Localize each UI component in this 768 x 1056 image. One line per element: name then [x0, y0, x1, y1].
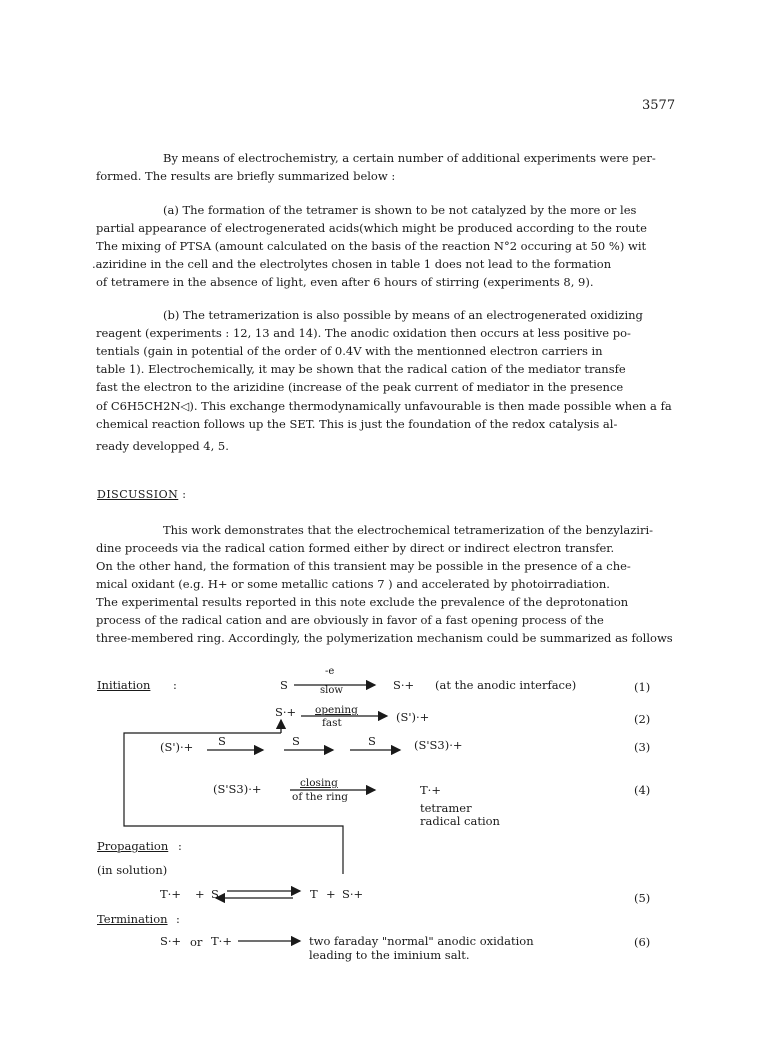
para-a-line-4: .aziridine in the cell and the electrolytes chosen in table 1 does not lead to the formation	[92, 257, 612, 271]
Sprime-radical-cation-3: (S')·+	[160, 740, 194, 754]
page-number: 3577	[642, 98, 676, 113]
T-radical-cation-6: T·+	[211, 934, 232, 948]
S-radical-cation-5: S·+	[342, 887, 364, 901]
discussion-line-5: The experimental results reported in this note exclude the prevalence of the deprotonation	[96, 595, 629, 609]
T-radical-cation: T·+	[420, 783, 441, 797]
S-radical-cation-6: S·+	[160, 934, 182, 948]
discussion-line-3: On the other hand, the formation of this transient may be possible in the presence of a che-	[96, 559, 631, 573]
eq-number-6: (6)	[634, 935, 651, 949]
propagation-label: Propagation	[97, 839, 169, 853]
para-b-line-2: reagent (experiments : 12, 13 and 14). The anodic oxidation then occurs at less positive po-	[96, 326, 631, 340]
radical-cation-label: radical cation	[420, 814, 500, 828]
para-b-line-8: ready developped 4, 5.	[96, 439, 229, 453]
T-5: T	[310, 887, 318, 901]
intro-line-1: By means of electrochemistry, a certain number of additional experiments were per-	[163, 151, 656, 165]
eq-number-3: (3)	[634, 740, 651, 754]
Sprime-radical-cation: (S')·+	[396, 710, 430, 724]
SprimeS3-radical-cation: (S'S3)·+	[414, 738, 463, 752]
para-b-line-3: tentials (gain in potential of the order of 0.4V with the mentionned electron carriers in	[96, 344, 603, 358]
closing-label: closing	[300, 777, 338, 789]
para-a-line-3: The mixing of PTSA (amount calculated on the basis of the reaction N°2 occuring at 50 %) wit	[96, 239, 647, 253]
termination-label: Termination	[97, 912, 168, 926]
S-radical-cation-2: S·+	[275, 705, 297, 719]
discussion-line-7: three-membered ring. Accordingly, the polymerization mechanism could be summarized as follows	[96, 631, 673, 645]
initiation-label: Initiation	[97, 678, 151, 692]
para-a-line-5: of tetramere in the absence of light, even after 6 hours of stirring (experiments 8, 9).	[96, 275, 594, 289]
discussion-line-6: process of the radical cation and are obviously in favor of a fast opening process of the	[96, 613, 604, 627]
discussion-line-2: dine proceeds via the radical cation formed either by direct or indirect electron transfer.	[96, 541, 615, 555]
discussion-heading-colon: :	[178, 488, 187, 501]
reactant-S: S	[280, 678, 288, 692]
para-a-line-2: partial appearance of electrogenerated acids(which might be produced according to the route	[96, 221, 647, 235]
of-the-ring-label: of the ring	[292, 791, 348, 803]
discussion-line-4: mical oxidant (e.g. H+ or some metallic cations 7 ) and accelerated by photoirradiation.	[96, 577, 610, 591]
minus-e-label: -e	[325, 666, 335, 677]
slow-label: slow	[320, 685, 343, 696]
in-solution-label: (in solution)	[97, 863, 168, 877]
eq-number-4: (4)	[634, 783, 651, 797]
S-over-arrow-2: S	[292, 734, 300, 748]
termination-colon: :	[176, 912, 180, 926]
para-b-line-5: fast the electron to the arizidine (increase of the peak current of mediator in the presence	[96, 380, 624, 394]
para-a-line-1: (a) The formation of the tetramer is shown to be not catalyzed by the more or les	[163, 203, 637, 217]
para-b-line-7: chemical reaction follows up the SET. This is just the foundation of the redox catalysis al-	[96, 417, 618, 431]
or-label: or	[190, 935, 203, 949]
eq-number-1: (1)	[634, 680, 651, 694]
plus-5a: +	[195, 887, 205, 901]
two-faraday-text: two faraday "normal" anodic oxidation	[309, 934, 534, 948]
product-S-radical-cation: S·+	[393, 678, 415, 692]
plus-5b: +	[326, 887, 336, 901]
para-b-line-4: table 1). Electrochemically, it may be shown that the radical cation of the mediator transfe	[96, 362, 626, 376]
eq-number-5: (5)	[634, 891, 651, 905]
discussion-line-1: This work demonstrates that the electrochemical tetramerization of the benzylaziri-	[163, 523, 654, 537]
S-over-arrow-1: S	[218, 734, 226, 748]
para-b-line-6: of C6H5CH2N◁). This exchange thermodynamically unfavourable is then made possible when a fa	[96, 399, 672, 413]
initiation-colon: :	[173, 678, 177, 692]
S-over-arrow-3: S	[368, 734, 376, 748]
para-b-line-1: (b) The tetramerization is also possible by means of an electrogenerated oxidizing	[163, 308, 643, 322]
opening-label: opening	[315, 704, 358, 716]
S-5: S	[211, 887, 219, 901]
eq-number-2: (2)	[634, 712, 651, 726]
leading-to-text: leading to the iminium salt.	[309, 948, 470, 962]
discussion-heading-text: DISCUSSION	[97, 488, 179, 501]
tetramer-label: tetramer	[420, 801, 472, 815]
anodic-interface-note: (at the anodic interface)	[435, 678, 577, 692]
intro-line-2: formed. The results are briefly summarized below :	[96, 169, 396, 183]
fast-label: fast	[322, 717, 342, 729]
SprimeS3-radical-cation-4: (S'S3)·+	[213, 782, 262, 796]
propagation-colon: :	[178, 839, 182, 853]
T-radical-cation-5: T·+	[160, 887, 181, 901]
